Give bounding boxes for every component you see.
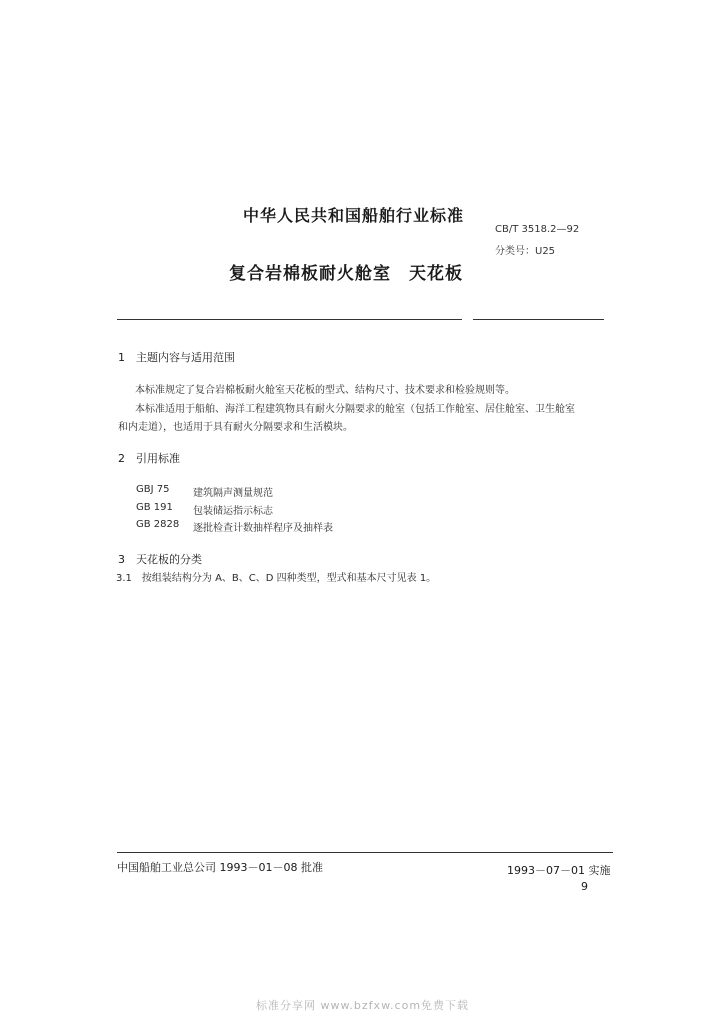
reference-code: GBJ 75 <box>136 484 170 495</box>
standard-number: CB/T 3518.2—92 <box>495 224 580 235</box>
page-number: 9 <box>581 880 588 893</box>
footer-divider <box>117 852 613 853</box>
title-divider-left <box>117 319 462 320</box>
section-1-heading: 1 主题内容与适用范围 <box>118 351 235 364</box>
watermark-text: 标准分享网 www.bzfxw.com免费下载 <box>255 999 470 1012</box>
section-3-item-1: 3.1 按组装结构分为 A、B、C、D 四种类型，型式和基本尺寸见表 1。 <box>116 573 437 584</box>
section-3-heading: 3 天花板的分类 <box>118 553 202 566</box>
section-1-para-1: 本标准规定了复合岩棉板耐火舱室天花板的型式、结构尺寸、技术要求和检验规则等。 <box>135 385 515 396</box>
reference-code: GB 191 <box>136 502 173 513</box>
document-title: 复合岩棉板耐火舱室 天花板 <box>229 264 463 284</box>
section-2-heading: 2 引用标准 <box>118 452 180 465</box>
reference-title: 包装储运指示标志 <box>193 506 273 517</box>
org-title: 中华人民共和国船舶行业标准 <box>243 206 465 225</box>
title-divider-right <box>473 319 604 320</box>
classification-code: 分类号：U25 <box>495 246 556 257</box>
reference-title: 建筑隔声测量规范 <box>193 488 273 499</box>
reference-title: 逐批检查计数抽样程序及抽样表 <box>193 523 333 534</box>
approval-date: 中国船舶工业总公司 1993－01－08 批准 <box>117 861 323 874</box>
section-1-para-2-line-2: 和内走道），也适用于具有耐火分隔要求和生活模块。 <box>118 422 353 433</box>
section-1-para-2-line-1: 本标准适用于船舶、海洋工程建筑物具有耐火分隔要求的舱室（包括工作舱室、居住舱室、卫生舱室 <box>135 404 575 415</box>
effective-date: 1993－07－01 实施 <box>507 864 611 877</box>
reference-code: GB 2828 <box>136 519 180 530</box>
